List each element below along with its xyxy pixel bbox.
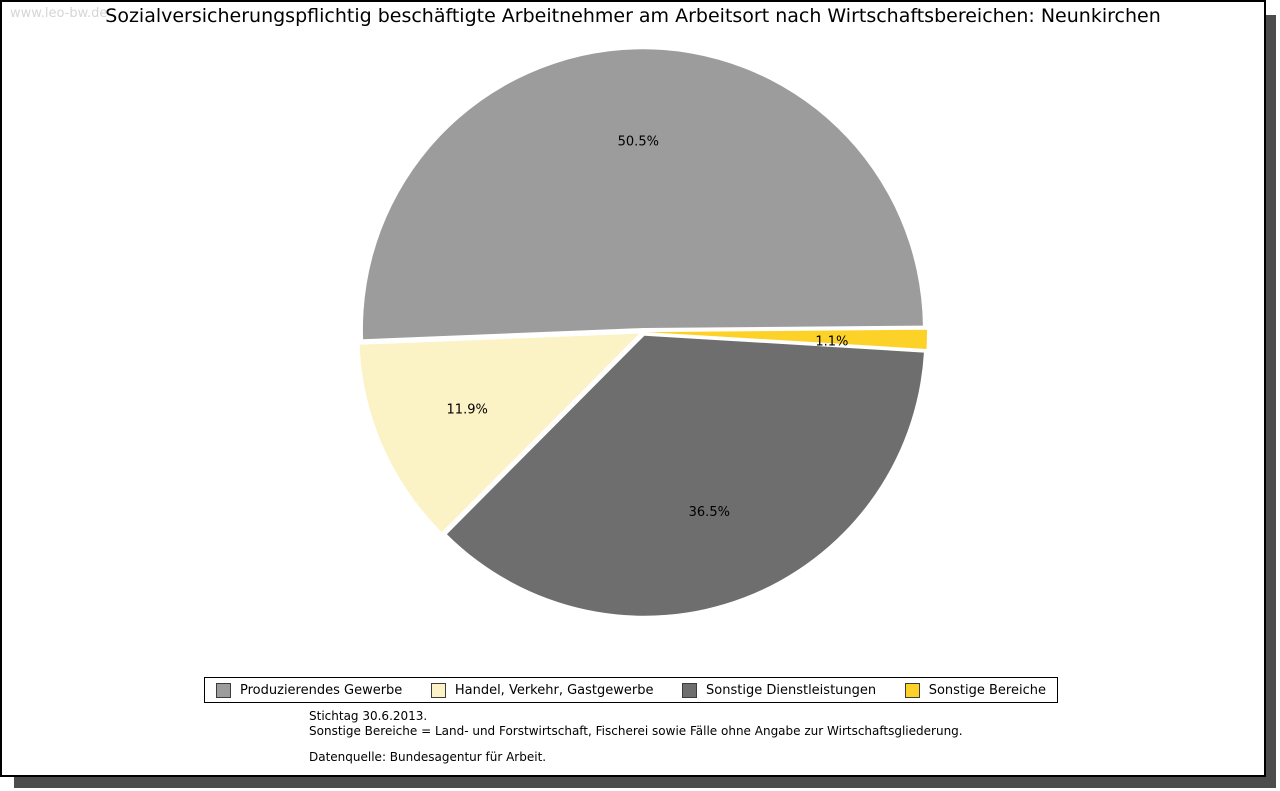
pie-slice-percent-label: 1.1% (815, 334, 849, 350)
footnote-spacer (309, 739, 963, 750)
pie-slice-percent-label: 50.5% (617, 134, 659, 150)
legend-item-4 (905, 683, 1046, 698)
chart-title: Sozialversicherungspflichtig beschäftigte Arbeitnehmer am Arbeitsort nach Wirtschaftsbereichen: Neunkirchen (105, 5, 1161, 27)
footnote-definition: Sonstige Bereiche = Land- und Forstwirtschaft, Fischerei sowie Fälle ohne Angabe zur Wirtschaftsgliederung. (309, 724, 963, 738)
footnote-datenquelle: Datenquelle: Bundesagentur für Arbeit. (309, 750, 547, 764)
legend-label: Produzierendes Gewerbe (240, 682, 403, 698)
pie-slice-percent-label: 36.5% (688, 504, 730, 520)
pie-chart (2, 2, 1268, 779)
legend-item-3 (682, 683, 876, 698)
legend-item-1 (216, 683, 402, 698)
legend-label: Sonstige Dienstleistungen (706, 682, 877, 698)
footnotes (309, 709, 963, 765)
footnote-stichtag: Stichtag 30.6.2013. (309, 709, 428, 723)
legend-label: Handel, Verkehr, Gastgewerbe (454, 682, 654, 698)
legend-swatch (431, 683, 446, 698)
legend-swatch (216, 683, 231, 698)
legend-label: Sonstige Bereiche (928, 682, 1046, 698)
legend (204, 677, 1058, 703)
legend-swatch (905, 683, 920, 698)
legend-item-2 (431, 683, 654, 698)
pie-slice-percent-label: 11.9% (446, 402, 488, 418)
pie-slice-1 (363, 49, 923, 339)
watermark: www.leo-bw.de (10, 6, 108, 21)
legend-swatch (682, 683, 697, 698)
